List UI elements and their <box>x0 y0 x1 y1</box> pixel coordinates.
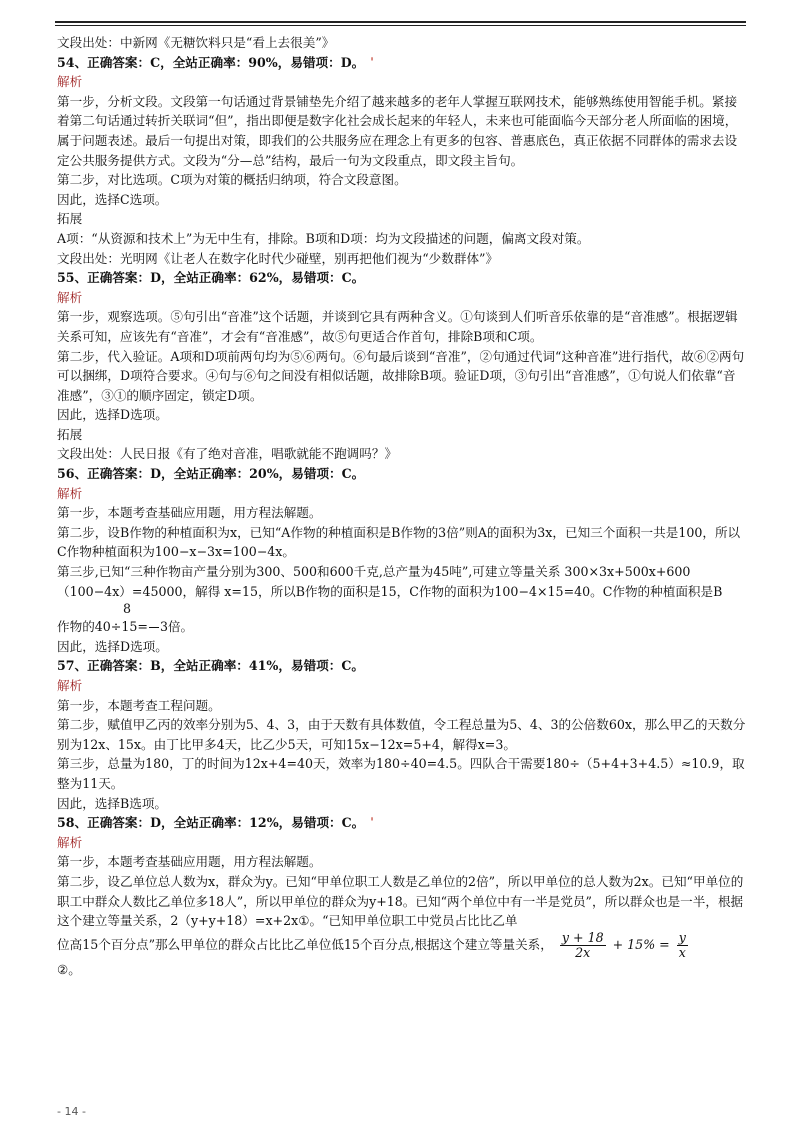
para-57-step1: 第一步，本题考查工程问题。 <box>57 697 221 713</box>
analysis-heading: 解析 <box>57 74 83 90</box>
analysis-heading: 解析 <box>57 485 83 501</box>
analysis-heading: 解析 <box>57 834 83 850</box>
para-58-step2-end: ②。 <box>57 961 81 977</box>
para-57-step3: 第三步，总量为180，丁的时间为12x+4=40天，效率为180÷40=4.5。四队合干需要180÷（5+4+3+4.5）≈10.9，取整为11天。 <box>57 756 745 791</box>
para-54-extension: A项：“从资源和技术上”为无中生有，排除。B项和D项：均为文段描述的问题，偏离文段对策。 <box>57 230 590 246</box>
page-number: - 14 - <box>57 1105 86 1118</box>
answer-57: 57、正确答案：B，全站正确率：41%，易错项：C。 <box>57 658 364 674</box>
answer-54: 54、正确答案：C，全站正确率：90%，易错项：D。 ˈ <box>57 54 374 70</box>
para-56-step2: 第二步，设B作物的种植面积为x，已知“A作物的种植面积是B作物的3倍”则A的面积为3x，已知三个面积一共是100，所以C作物种植面积为100−x−3x=100−4x。 <box>57 524 741 560</box>
equation-fraction-left: $\frac{y + 18}{2x}$ <box>561 929 604 960</box>
para-54-source: 文段出处：光明网《让老人在数字化时代少碰壁，别再把他们视为“少数群体”》 <box>57 250 499 266</box>
analysis-heading: 解析 <box>57 289 83 305</box>
answer-56: 56、正确答案：D，全站正确率：20%，易错项：C。 <box>57 466 365 482</box>
header-rule-thin <box>55 25 746 26</box>
extension-heading: 拓展 <box>57 211 83 227</box>
para-54-step1: 第一步，分析文段。文段第一句话通过背景铺垫先介绍了越来越多的老年人掌握互联网技术，能够熟练使用智能手机。紧接着第二句话通过转折关联词“但”，指出即便是数字化社会成长起来的年轻人，未来也可能面临今天部分老人所面临的困境，属于问题表述。最后一句提出对策，即我们的公共服务应在理念上有更多的包容、普惠底色，真正依据不同群体的需求去设定公共服务提供方式。文段为“分—总”结构，最后一句为文段重点，即文段主旨句。 <box>57 93 738 168</box>
equation-fraction-right: $\frac{y}{x}$ <box>678 929 686 960</box>
fraction-denominator: 3 <box>159 619 168 635</box>
header-rule-thick <box>55 21 746 23</box>
answer-58: 58、正确答案：D，全站正确率：12%，易错项：C。 ˈ <box>57 815 374 831</box>
para-55-step1: 第一步，观察选项。⑤句引出“音准”这个话题，并谈到它具有两种含义。①句谈到人们听音乐依靠的是“音准感”。根据逻辑关系可知，应该先有“音准”，才会有“音准感”，故⑤句更适合作首句，排除B项和C项。 <box>57 309 738 344</box>
fraction-numerator: 8 <box>123 601 132 617</box>
para-54-conclusion: 因此，选择C选项。 <box>57 191 168 207</box>
para-57-step2: 第二步，赋值甲乙丙的效率分别为5、4、3，由于天数有具体数值，令工程总量为5、4、3的公倍数60x，那么甲乙的天数分别为12x、15x。由丁比甲多4天，比乙少5天，可知15x−12x=5+4，解得x=3。 <box>57 717 746 752</box>
para-56-fraction-line: 8 作物的40÷15= 3倍。 <box>57 601 747 637</box>
para-58-equation-line: 位高15个百分点”那么甲单位的群众占比比乙单位低15个百分点,根据这个建立等量关系， $\frac{y + 18}{2x}$ + 15% = $\frac{y}{x}$ <box>57 929 686 960</box>
para-55-step2: 第二步，代入验证。A项和D项前两句均为⑤⑥两句。⑥句最后谈到“音准”，②句通过代词“这种音准”进行指代，故⑥②两句可以捆绑，D项符合要求。④句与⑥句之间没有相似话题，故排除B项。验证D项，③句引出“音准感”，①句说人们依靠“音准感”，③①的顺序固定，锁定D项。 <box>57 348 745 403</box>
para-56-step1: 第一步，本题考查基础应用题，用方程法解题。 <box>57 505 322 521</box>
para-55-conclusion: 因此，选择D选项。 <box>57 407 168 423</box>
para-58-step1: 第一步，本题考查基础应用题，用方程法解题。 <box>57 854 322 870</box>
para-54-step2: 第二步，对比选项。C项为对策的概括归纳项，符合文段意图。 <box>57 172 407 188</box>
document-body <box>57 33 747 979</box>
source-line: 文段出处：中新网《无糖饮料只是“看上去很美”》 <box>57 35 335 50</box>
analysis-heading: 解析 <box>57 678 83 693</box>
para-56-conclusion: 因此，选择D选项。 <box>57 638 168 654</box>
para-57-conclusion: 因此，选择B选项。 <box>57 795 168 811</box>
para-56-step3: 第三步,已知“三种作物亩产量分别为300、500和600千克,总产量为45吨”,可建立等量关系 300×3x+500x+600（100−4x）=45000，解得 x=15，所以B作物的面积是15，C作物的面积为100−4×15=40。C作物的种植面积是B <box>57 564 723 599</box>
para-55-source: 文段出处：人民日报《有了绝对音准，唱歌就能不跑调吗？》 <box>57 446 398 462</box>
extension-heading: 拓展 <box>57 426 83 442</box>
answer-55: 55、正确答案：D，全站正确率：62%，易错项：C。 <box>57 270 365 286</box>
para-58-step2: 第二步，设乙单位总人数为x，群众为y。已知“甲单位职工人数是乙单位的2倍”，所以甲单位的总人数为2x。已知“甲单位的职工中群众人数比乙单位多18人”，所以甲单位的群众为y+18。已知“两个单位中有一半是党员”，所以群众也是一半，根据这个建立等量关系，2（y+y+18）=x+2x①。“已知甲单位职工中党员占比比乙单 <box>57 873 744 929</box>
